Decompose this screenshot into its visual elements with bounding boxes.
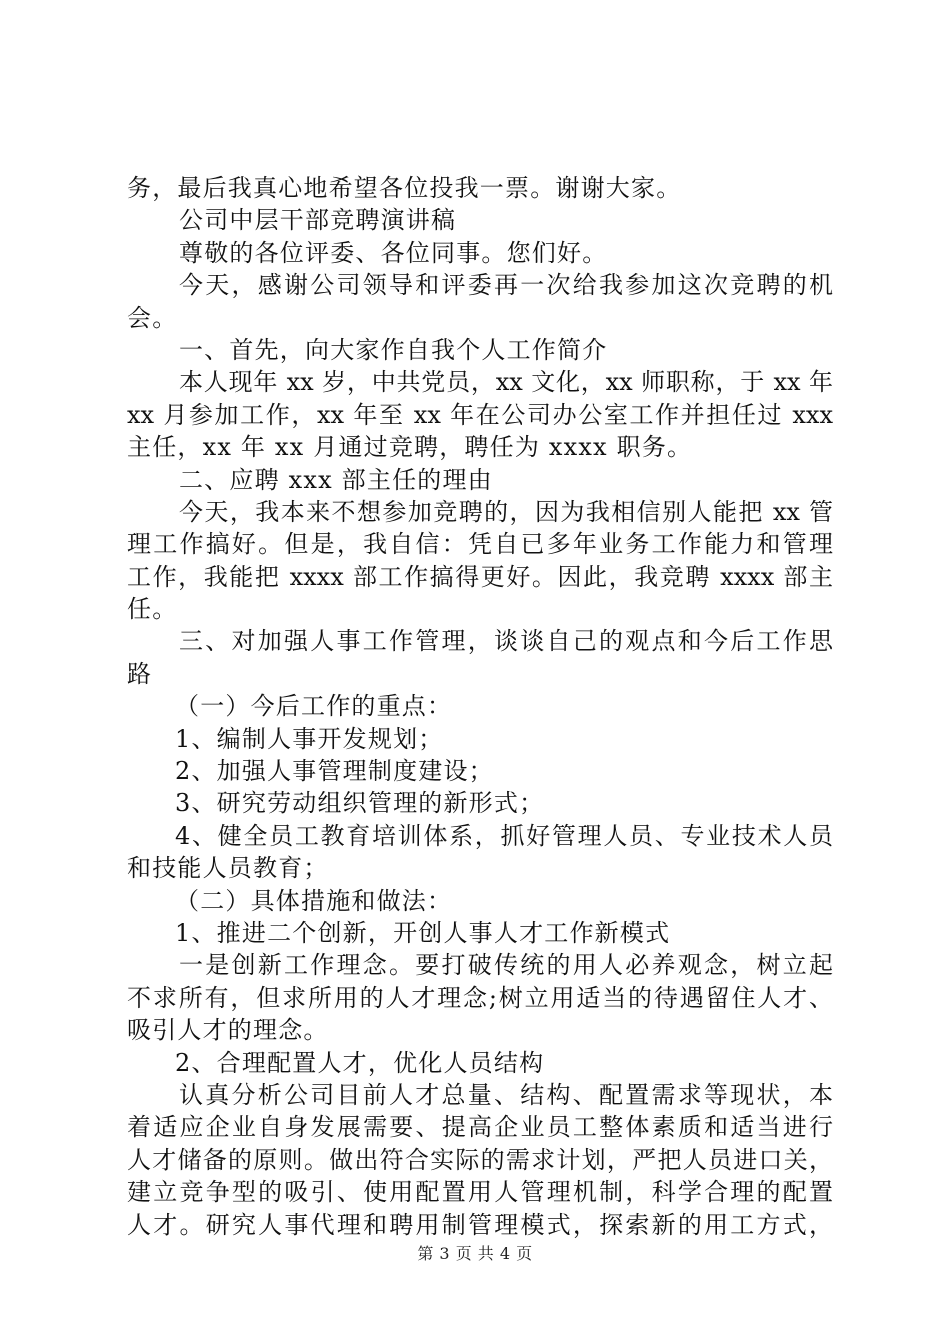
text-line: 公司中层干部竞聘演讲稿: [179, 206, 457, 235]
text-line: xx 月参加工作，xx 年至 xx 年在公司办公室工作并担任过 xxx: [127, 400, 833, 429]
text-line: 本人现年 xx 岁，中共党员，xx 文化，xx 师职称，于 xx 年: [179, 368, 833, 397]
text-line: 着适应企业自身发展需要、提高企业员工整体素质和适当进行: [127, 1113, 833, 1142]
text-line: 2、加强人事管理制度建设；: [175, 757, 494, 786]
text-line: 主任，xx 年 xx 月通过竞聘，聘任为 xxxx 职务。: [127, 433, 693, 462]
text-line: 三、对加强人事工作管理，谈谈自己的观点和今后工作思: [179, 627, 833, 656]
text-line: 人才储备的原则。做出符合实际的需求计划，严把人员进口关，: [127, 1145, 833, 1174]
text-line: 吸引人才的理念。: [127, 1016, 329, 1045]
text-line: 任。: [127, 595, 178, 624]
page-footer: 第 3 页 共 4 页: [417, 1244, 533, 1263]
text-line: 路: [127, 659, 153, 688]
text-line: 人才。研究人事代理和聘用制管理模式，探索新的用工方式，: [127, 1210, 833, 1239]
text-line: 4、健全员工教育培训体系，抓好管理人员、专业技术人员: [175, 821, 833, 850]
text-line: 不求所有，但求所用的人才理念;树立用适当的待遇留住人才、: [127, 983, 833, 1012]
text-line: 1、推进二个创新，开创人事人才工作新模式: [175, 918, 671, 947]
text-line: 工作，我能把 xxxx 部工作搞得更好。因此，我竞聘 xxxx 部主: [127, 562, 833, 591]
text-line: 2、合理配置人才，优化人员结构: [175, 1048, 545, 1077]
text-line: （一）今后工作的重点：: [175, 692, 453, 721]
text-line: 会。: [127, 303, 178, 332]
text-line: 建立竞争型的吸引、使用配置用人管理机制，科学合理的配置: [127, 1178, 833, 1207]
text-line: 今天，我本来不想参加竞聘的，因为我相信别人能把 xx 管: [179, 497, 833, 526]
text-line: 二、应聘 xxx 部主任的理由: [179, 465, 493, 494]
text-line: 理工作搞好。但是，我自信：凭自已多年业务工作能力和管理: [127, 530, 833, 559]
text-line: 尊敬的各位评委、各位同事。您们好。: [179, 238, 608, 267]
text-line: 一、首先，向大家作自我个人工作简介: [179, 335, 608, 364]
text-line: 3、研究劳动组织管理的新形式；: [175, 789, 545, 818]
text-line: 1、编制人事开发规划；: [175, 724, 444, 753]
text-line: 和技能人员教育；: [127, 854, 329, 883]
text-line: 今天，感谢公司领导和评委再一次给我参加这次竞聘的机: [179, 271, 833, 300]
text-line: 一是创新工作理念。要打破传统的用人必养观念，树立起: [179, 951, 833, 980]
text-line: 认真分析公司目前人才总量、结构、配置需求等现状，本: [179, 1080, 833, 1109]
document-body: [127, 172, 833, 1241]
text-line: 务，最后我真心地希望各位投我一票。谢谢大家。: [127, 174, 682, 202]
text-line: （二）具体措施和做法：: [175, 886, 453, 915]
